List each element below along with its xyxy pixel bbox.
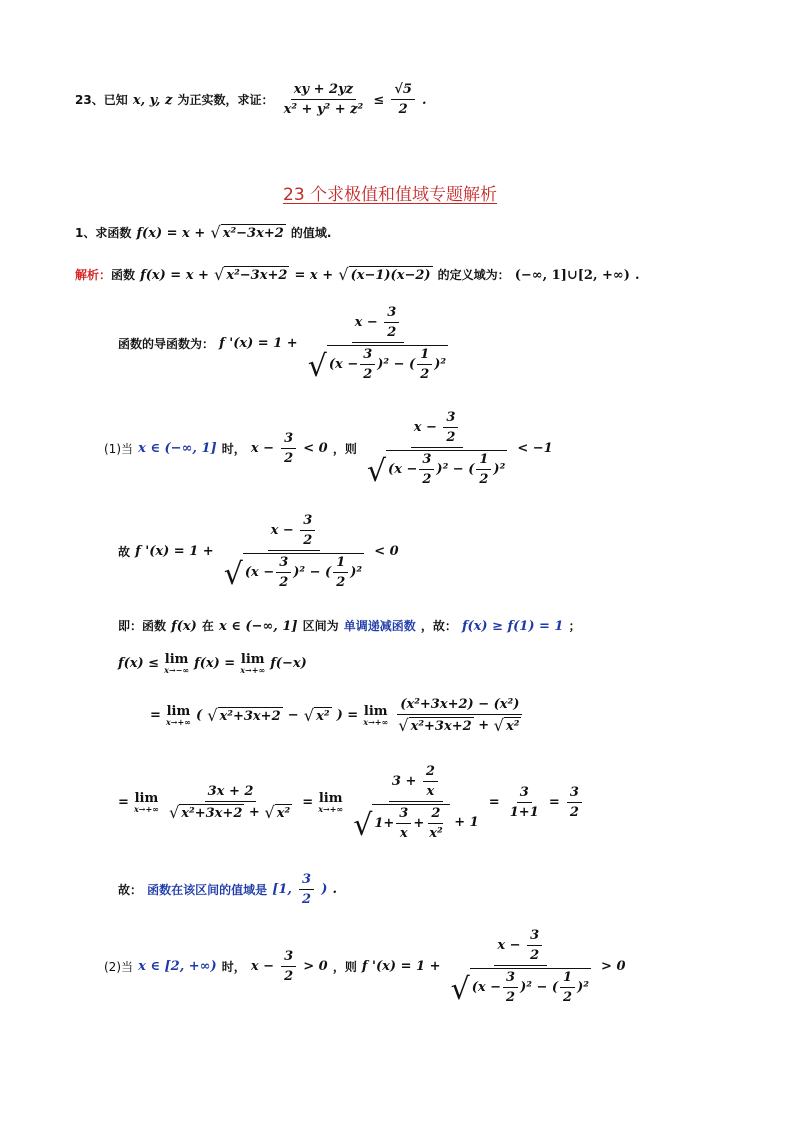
- limit-line-2: = lim x→+∞ ( √ x²+3x+2 − √ x² ) = lim x→+∞ (x²+3x+2) − (x²) √ x²+3x+2 + √ x²: [150, 697, 526, 734]
- so-derivative: 故 f '(x) = 1 + x − $\frac{3}{2}$ √ (x − $\frac{3}{2}$ )² − ( $\frac{1}{2}$ )² < 0: [118, 513, 399, 592]
- sqrt: √ x²−3x+2: [210, 222, 284, 242]
- range-1: 故： 函数在该区间的值域是 [1, $\frac{3}{2}$ ) .: [118, 872, 337, 907]
- analysis-label: 解析：: [75, 268, 112, 282]
- limit-line-3: = lim x→+∞ 3x + 2 √ x²+3x+2 + √ x² = lim x→+∞ 3 + $\frac{2}{x}$ √ 1+ $\frac{3}{x}$ + $\frac{2}{\text{x²}}$ + 1 = $\frac{3}{1+1}$ = $\frac{3}{2}$: [118, 764, 584, 841]
- domain: (−∞, 1]∪[2, +∞): [514, 268, 630, 283]
- derivative-fraction: x − $\frac{3}{2}$ √ (x − $\frac{3}{2}$ )² − ( $\frac{1}{2}$ )²: [307, 305, 447, 384]
- case-1: (1)当 x ∈ (−∞, 1] 时， x − $\frac{3}{2}$ < 0 ，则 x − $\frac{3}{2}$ √ (x − $\frac{3}{2}$ )² − ( $\frac{1}{2}$ )² < −1: [104, 410, 553, 489]
- monotone-line: 即：函数 f(x) 在 x ∈ (−∞, 1] 区间为 单调递减函数 ，故： f(x) ≥ f(1) = 1 ；: [118, 619, 581, 634]
- case-2: (2)当 x ∈ [2, +∞) 时， x − $\frac{3}{2}$ > 0 ，则 f '(x) = 1 + x − $\frac{3}{2}$ √ (x − $\frac{3}{2}$ )² − ( $\frac{1}{2}$ )² > 0: [104, 928, 626, 1007]
- decreasing-highlight: 单调递减函数: [343, 619, 416, 633]
- problem-number: 23、: [75, 93, 104, 107]
- derivative: 函数的导函数为： f '(x) = 1 + x − $\frac{3}{2}$ √ (x − $\frac{3}{2}$ )² − ( $\frac{1}{2}$ )²: [118, 305, 453, 382]
- variables: x, y, z: [132, 93, 173, 108]
- problem-1: 1、求函数 f(x) = x + √ x²−3x+2 的值域.: [75, 222, 332, 242]
- fraction: $\frac{xy + 2yz}{\text{x² + y² + z²}}$: [283, 82, 364, 117]
- limit-line-1: f(x) ≤ lim x→−∞ f(x) = lim x→+∞ f(−x): [118, 652, 307, 675]
- fraction-rhs: $\frac{√5}{2}$: [391, 82, 415, 117]
- section-title: 23 个求极值和值域专题解析: [283, 185, 498, 205]
- problem-23: 23、已知 x, y, z 为正实数，求证： $\frac{xy + 2yz}{\text{x² + y² + z²}}$ ≤ $\frac{√5}{2}$ .: [75, 82, 427, 117]
- analysis-line: 解析：函数 f(x) = x + √ x²−3x+2 = x + √ (x−1)(x−2) 的定义域为： (−∞, 1]∪[2, +∞) .: [75, 264, 640, 284]
